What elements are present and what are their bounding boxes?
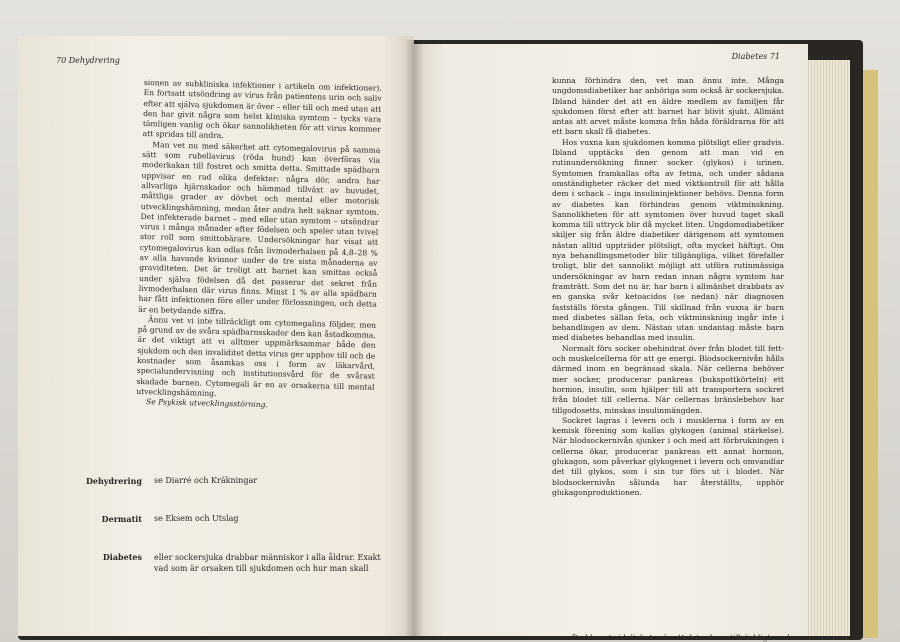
entry-term: Diabetes (102, 552, 142, 562)
right-page (412, 44, 808, 642)
paragraph: Hos vuxna kan sjukdomen komma plötsligt eller gradvis. Ibland upptäcks den genom att man vid en rutinundersökning finner socker (glykos) i urinen. Symtomen framkallas ofta av fetma, och under sådana omständigheter räcker det med viktkontroll för att hålla dem i schack – inga insulininjektioner behövs. Denna form av diabetes kan förhindras genom viktminskning. Sannolikheten för att symtomen över huvud taget skall komma till uttryck blir då mycket liten. Ungdomsdiabetiker skiljer sig från äldre diabetiker därigenom att symtomen nästan alltid uppträder plötsligt, ofta mycket häftigt. Om nya behandlingsmetoder blir tillgängliga, vilket förefaller troligt, blir det sannolikt möjligt att utföra rutinmässiga undersökningar av barn redan innan några symtom har framträtt. Som det nu är, har barn i allmänhet drabbats av en ganska svår ketoacidos (se nedan) när diagnosen fastställs första gången. Till skillnad från vuxna är barn med diabetes sällan feta, och viktminskning ingår inte i behandlingen av dem. Nästan utan undantag måste barn med diabetes behandlas med insulin. (552, 137, 784, 343)
paragraph: Normalt förs socker obehindrat över från blodet till fett- och muskelcellerna för att ge energi. Blodsockernivån hålls därmed inom en begränsad skala. När cellerna behöver mer socker, producerar pankreas (bukspottkörteln) ett hormon, insulin, som hjälper till att transportera sockret från blodet till cellerna. När cellernas bränslebehov har tillgodosetts, minskas insulinmängden. (552, 343, 784, 415)
paragraph: sionen av subkliniska infektioner i artikeln om infektioner). En fortsatt utsöndring av virus från patientens urin och saliv efter att själva sjukdomen är över – eller till och med utan att den har givit några som helst kliniska symtom – tycks vara tämligen vanlig och ökar sannolikheten för att virus kommer att spridas till andra. (142, 78, 382, 141)
paragraph: Ännu vet vi inte tillräckligt om cytomegalins följder, men på grund av de svåra spädbarnsskador den kan åstadkomma, är det viktigt att vi alltmer uppmärksammar både den sjukdom och den invaliditet detta virus ger upphov till och de kostnader som åsamkas oss i form av läkarvård, specialundervisning och institutionsvård för de svårast skadade barnen. Cytomegali är en av orsakerna till mental utvecklingshämning. (136, 315, 377, 398)
entry-term: Dermatit (101, 514, 142, 524)
left-page (18, 36, 414, 636)
paragraph: Sockret lagras i levern och i musklerna i form av en kemisk förening som kallas glykogen (animal stärkelse). När blodsockernivån sjunker i och med att förbrukningen i cellerna ökar, producerar pankreas ett annat hormon, glukagon, som påverkar glykogenet i levern och omvandlar det till glykos, som i sin tur förs ut i blodet. När blodsockernivån sålunda har återställts, upphör glukagonproduktionen. (552, 415, 784, 497)
last-line: Problemet vid diabetes är att det saknas tillräckligt med (572, 633, 790, 642)
book-gutter (404, 40, 424, 636)
right-page-body (552, 76, 784, 498)
paragraph: Man vet nu med säkerhet att cytomegalovirus på samma sätt som rubellavirus (röda hund) kan överföras via moderkakan till fostret och smitta detta. Smittade spädbarn uppvisar en rad olika defekter: några dör, andra har allvarliga hjärnskador och hämmad tillväxt av huvudet, måttliga grader av dövhet och mental eller motorisk utvecklingshämning, medan åter andra helt saknar symtom. Det infekterade barnet – med eller utan symtom – utsöndrar virus i många månader efter födelsen och speler utan tvivel stor roll som smittobärare. Undersökningar har visat att cytomegalovirus kan odlas från livmoderhalsen på 4,8–28 % av alla havande kvinnor under de tre sista månaderna av graviditeten. Det är troligt att barnet kan smittas också under själva födelsen då det passerar det sekret från livmoderhalsen där virus finns. Minst 1 % av alla spädbarn har fått infektionen före eller under förlossningen, och detta är en betydande siffra. (138, 140, 381, 316)
right-page-header: Diabetes 71 (731, 52, 780, 61)
left-page-body (136, 78, 382, 413)
entry-definition: se Diarré och Kräkningar (154, 476, 258, 485)
page-stack (806, 60, 850, 636)
paragraph: kunna förhindra den, vet man ännu inte. Många ungdomsdiabetiker har anhöriga som också är sockersjuka. Ibland händer det att en äldre medlem av familjen får sjukdomen först efter att barnet har blivit sjukt. Allmänt antas att arvet måste komma från båda föräldrarna för att ett barn skall få diabetes. (552, 76, 784, 137)
entry-definition: se Eksem och Utslag (154, 514, 239, 523)
left-page-header: 70 Dehydrering (56, 56, 120, 65)
see-also: Se Psykisk utvecklingsstörning. (145, 397, 269, 410)
entry-definition: eller sockersjuka drabbar människor i alla åldrar. Exakt vad som är orsaken till sjukdomen och hur man skall (154, 553, 381, 573)
entry-term: Dehydrering (85, 476, 142, 486)
